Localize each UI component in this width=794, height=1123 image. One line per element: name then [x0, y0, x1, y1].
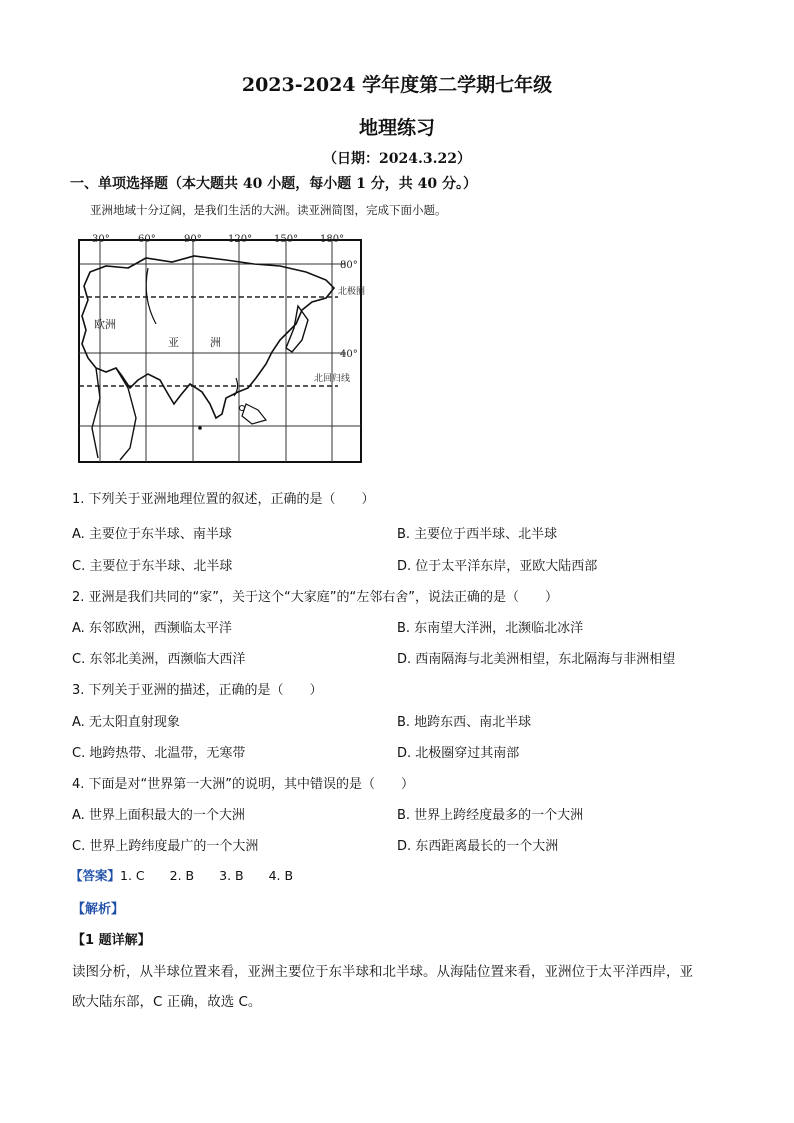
arctic-circle-label: 北极圈 [338, 287, 366, 297]
question-3-option-d: D. 北极圈穿过其南部 [397, 746, 520, 761]
lat-label: 80° [340, 260, 358, 271]
question-2-option-d: D. 西南隔海与北美洲相望，东北隔海与非洲相望 [397, 652, 676, 667]
question-2-option-c: C. 东邻北美洲，西濒临大西洋 [72, 652, 246, 667]
question-1-option-d: D. 位于太平洋东岸，亚欧大陆西部 [397, 559, 598, 574]
map-intro-text: 亚洲地域十分辽阔，是我们生活的大洲。读亚洲简图，完成下面小题。 [90, 203, 447, 217]
question-1-option-a: A. 主要位于东半球、南半球 [72, 527, 232, 542]
question-3-option-a: A. 无太阳直射现象 [72, 715, 180, 730]
lon-label: 90° [184, 234, 202, 245]
exam-date: （日期：2024.3.22） [323, 151, 471, 167]
tropic-of-cancer-label: 北回归线 [314, 374, 351, 384]
exam-title: 2023-2024 学年度第二学期七年级 [241, 74, 553, 96]
lon-label: 60° [138, 234, 156, 245]
asia-label-a: 亚 [168, 336, 179, 349]
question-2-option-a: A. 东邻欧洲，西濒临太平洋 [72, 621, 232, 636]
analysis-text-line-2: 欧大陆东部，C 正确，故选 C。 [72, 994, 262, 1010]
answer-items: 1. C 2. B 3. B 4. B [120, 868, 294, 883]
question-3-stem: 3. 下列关于亚洲的描述，正确的是（ ） [72, 683, 323, 698]
lat-label: 40° [340, 349, 358, 360]
analysis-text-line-1: 读图分析，从半球位置来看，亚洲主要位于东半球和北半球。从海陆位置来看，亚洲位于太平洋西岸，亚 [72, 964, 693, 980]
question-3-option-b: B. 地跨东西、南北半球 [397, 715, 532, 730]
question-4-option-b: B. 世界上跨经度最多的一个大洲 [397, 808, 584, 823]
asia-map [76, 228, 366, 466]
question-2-stem: 2. 亚洲是我们共同的“家”，关于这个“大家庭”的“左邻右舍”，说法正确的是（ ） [72, 590, 558, 605]
analysis-tag: 【解析】 [72, 902, 125, 917]
answer-tag: 【答案】 [70, 868, 121, 883]
asia-label-b: 洲 [210, 336, 221, 349]
lon-label: 150° [274, 234, 299, 245]
lon-label: 180° [320, 234, 345, 245]
section-heading: 一、单项选择题（本大题共 40 小题，每小题 1 分，共 40 分。） [70, 176, 477, 192]
question-1-detail-heading: 【1 题详解】 [72, 933, 151, 948]
question-2-option-b: B. 东南望大洋洲，北濒临北冰洋 [397, 621, 584, 636]
question-1-stem: 1. 下列关于亚洲地理位置的叙述，正确的是（ ） [72, 492, 375, 507]
question-4-option-c: C. 世界上跨纬度最广的一个大洲 [72, 839, 259, 854]
question-4-stem: 4. 下面是对“世界第一大洲”的说明，其中错误的是（ ） [72, 777, 415, 792]
europe-label: 欧洲 [94, 318, 116, 331]
subject-title: 地理练习 [358, 117, 435, 139]
question-1-option-b: B. 主要位于西半球、北半球 [397, 527, 558, 542]
lon-label: 30° [92, 234, 110, 245]
question-4-option-a: A. 世界上面积最大的一个大洲 [72, 808, 245, 823]
answer-line [70, 866, 293, 884]
question-1-option-c: C. 主要位于东半球、北半球 [72, 559, 233, 574]
question-4-option-d: D. 东西距离最长的一个大洲 [397, 839, 559, 854]
question-3-option-c: C. 地跨热带、北温带，无寒带 [72, 746, 246, 761]
lon-label: 120° [228, 234, 253, 245]
